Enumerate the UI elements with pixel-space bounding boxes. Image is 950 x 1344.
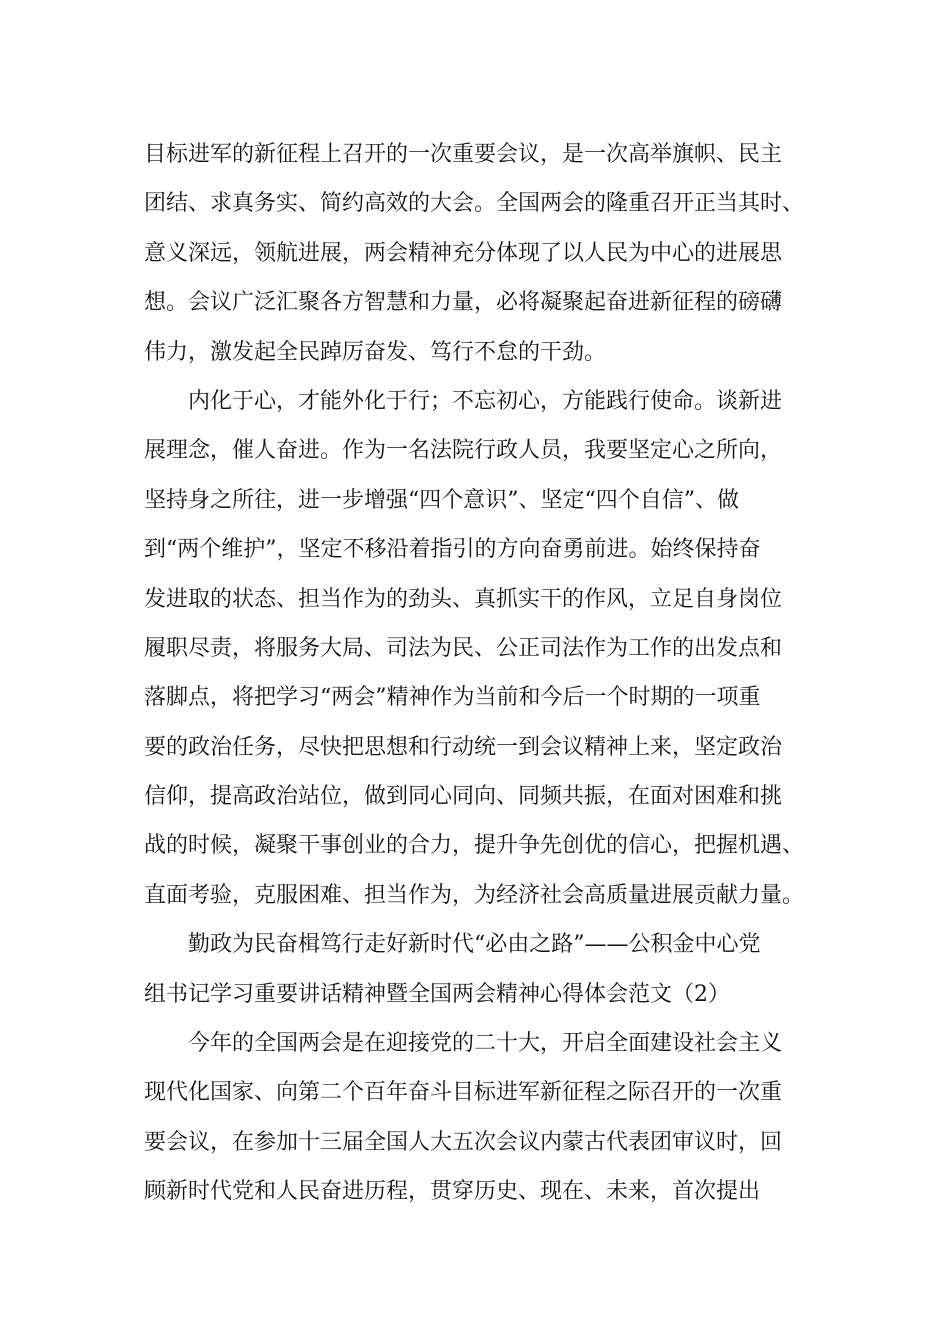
text-line: 想。会议广泛汇聚各方智慧和力量，必将凝聚起奋进新征程的磅礴 <box>144 290 783 316</box>
text-line: 履职尽责，将服务大局、司法为民、公正司法作为工作的出发点和 <box>144 635 783 661</box>
text-line: 团结、求真务实、简约高效的大会。全国两会的隆重召开正当其时、 <box>144 191 805 217</box>
text-line: 今年的全国两会是在迎接党的二十大，开启全面建设社会主义 <box>188 1031 783 1057</box>
paragraph <box>144 377 810 920</box>
text-line: 勤政为民奋楫笃行走好新时代“必由之路”——公积金中心党 <box>188 932 761 958</box>
paragraph <box>144 920 810 1019</box>
text-line: 坚持身之所往，进一步增强“四个意识”、坚定“四个自信”、做 <box>144 487 739 513</box>
text-line: 落脚点，将把学习“两会”精神作为当前和今后一个时期的一项重 <box>144 685 761 711</box>
text-line: 组书记学习重要讲话精神暨全国两会精神心得体会范文（2） <box>144 981 730 1007</box>
text-line: 现代化国家、向第二个百年奋斗目标进军新征程之际召开的一次重 <box>144 1080 783 1106</box>
text-line: 顾新时代党和人民奋进历程，贯穿历史、现在、未来，首次提出 <box>144 1179 761 1205</box>
text-line: 发进取的状态、担当作为的劲头、真抓实干的作风，立足自身岗位 <box>144 586 783 612</box>
text-line: 信仰，提高政治站位，做到同心同向、同频共振，在面对困难和挑 <box>144 784 783 810</box>
text-line: 意义深远，领航进展，两会精神充分体现了以人民为中心的进展思 <box>144 240 783 266</box>
text-line: 战的时候，凝聚干事创业的合力，提升争先创优的信心，把握机遇、 <box>144 833 805 859</box>
text-line: 伟力，激发起全民踔厉奋发、笃行不怠的干劲。 <box>144 339 607 365</box>
text-line: 要会议，在参加十三届全国人大五次会议内蒙古代表团审议时，回 <box>144 1129 783 1155</box>
paragraph <box>144 1019 810 1217</box>
document-body <box>144 130 810 1217</box>
text-line: 直面考验，克服困难、担当作为，为经济社会高质量进展贡献力量。 <box>144 882 805 908</box>
text-line: 目标进军的新征程上召开的一次重要会议，是一次高举旗帜、民主 <box>144 142 783 167</box>
text-line: 要的政治任务，尽快把思想和行动统一到会议精神上来，坚定政治 <box>144 734 783 760</box>
text-line: 展理念，催人奋进。作为一名法院行政人员，我要坚定心之所向， <box>144 438 783 464</box>
paragraph <box>144 130 810 377</box>
text-line: 到“两个维护”，坚定不移沿着指引的方向奋勇前进。始终保持奋 <box>144 537 761 563</box>
text-line: 内化于心，才能外化于行；不忘初心，方能践行使命。谈新进 <box>188 388 783 414</box>
